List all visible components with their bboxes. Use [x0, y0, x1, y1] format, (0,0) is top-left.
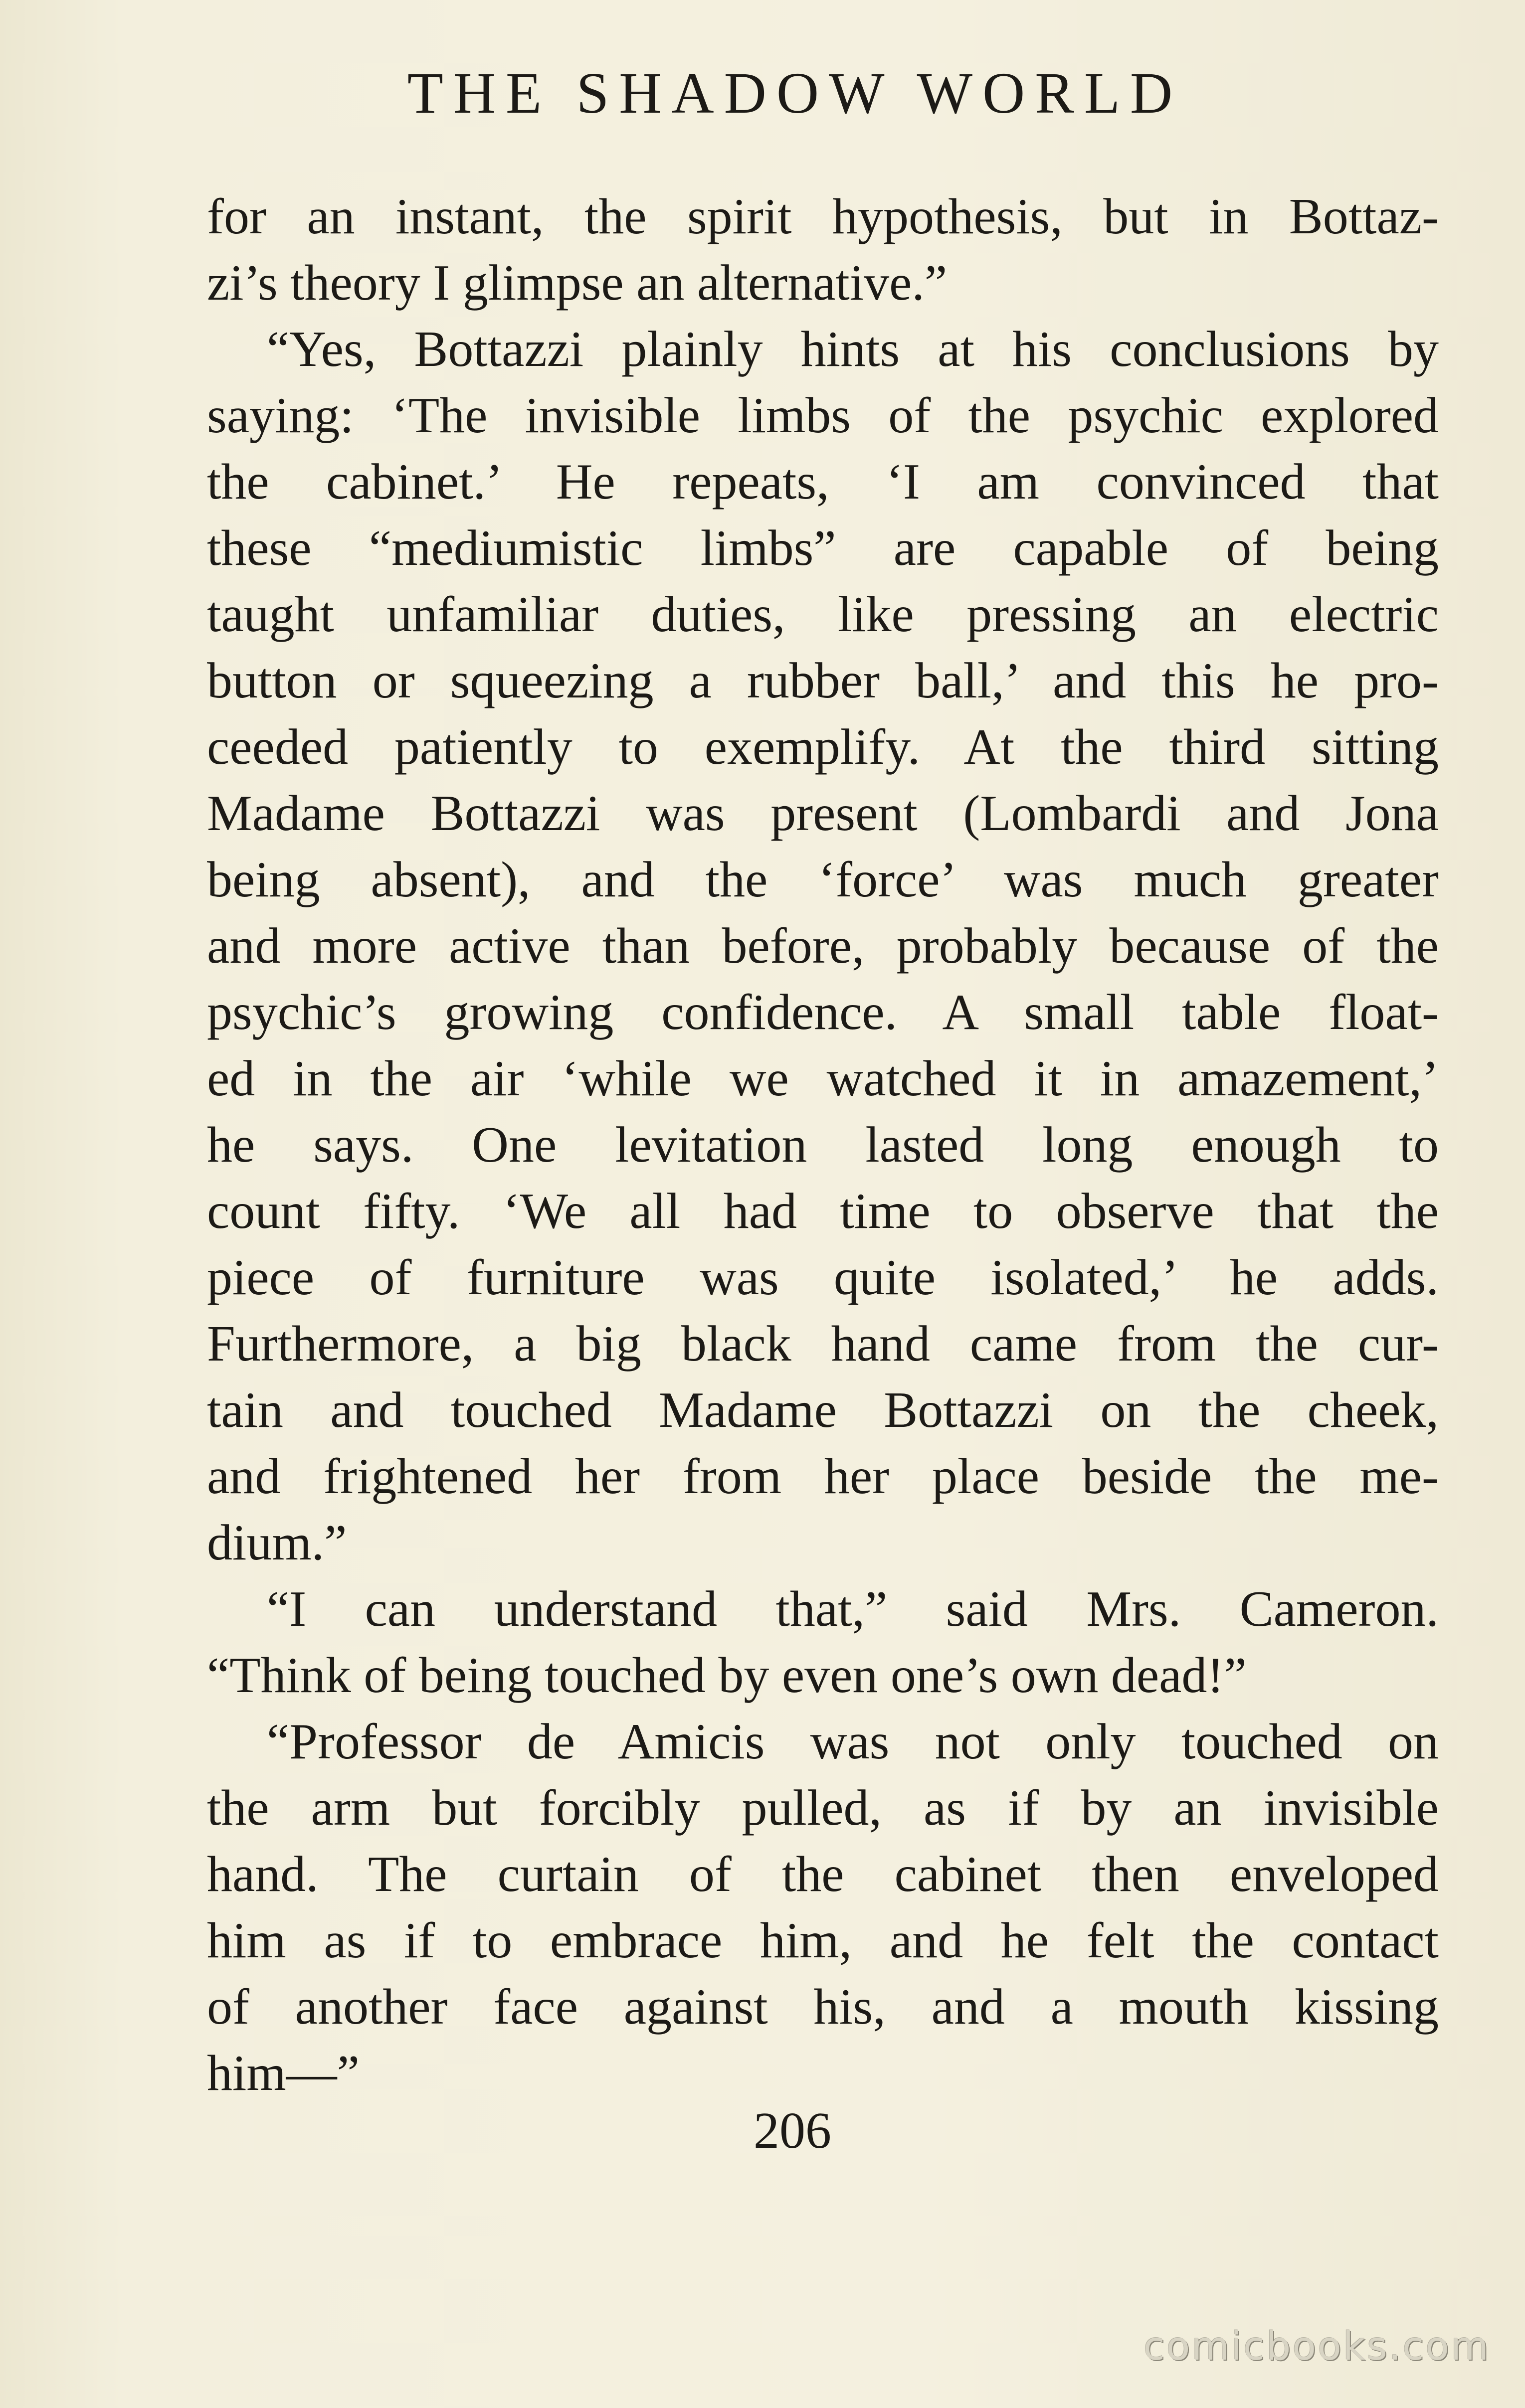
text-line: the cabinet.’ He repeats, ‘I am convinced that — [207, 454, 1439, 510]
text-line: “Think of being touched by even one’s own dead!” — [207, 1647, 1247, 1704]
text-line: him—” — [207, 2045, 360, 2101]
page-number: 206 — [754, 2102, 831, 2159]
text-line: hand. The curtain of the cabinet then enveloped — [207, 1846, 1439, 1902]
text-line: button or squeezing a rubber ball,’ and this he pro- — [207, 653, 1439, 709]
text-line: saying: ‘The invisible limbs of the psychic explored — [207, 387, 1439, 444]
text-line: the arm but forcibly pulled, as if by an invisible — [207, 1780, 1439, 1836]
text-line: taught unfamiliar duties, like pressing an electric — [207, 586, 1439, 643]
text-line: for an instant, the spirit hypothesis, but in Bottaz- — [207, 188, 1439, 245]
text-line: and frightened her from her place beside the me- — [207, 1448, 1439, 1505]
text-line: dium.” — [207, 1515, 347, 1571]
text-line: ed in the air ‘while we watched it in amazement,’ — [207, 1050, 1439, 1107]
text-line: Furthermore, a big black hand came from the cur- — [207, 1316, 1439, 1372]
text-line: tain and touched Madame Bottazzi on the cheek, — [207, 1382, 1439, 1438]
text-line: he says. One levitation lasted long enough to — [207, 1117, 1439, 1173]
text-line: Madame Bottazzi was present (Lombardi and Jona — [207, 785, 1439, 842]
text-line: these “mediumistic limbs” are capable of being — [207, 520, 1439, 576]
text-line: being absent), and the ‘force’ was much greater — [207, 852, 1439, 908]
text-line: piece of furniture was quite isolated,’ he adds. — [207, 1249, 1439, 1306]
text-line: “I can understand that,” said Mrs. Cameron. — [267, 1581, 1439, 1637]
text-line: and more active than before, probably because of the — [207, 918, 1439, 974]
text-line: “Yes, Bottazzi plainly hints at his conclusions by — [267, 321, 1439, 377]
running-head: THE SHADOW WORLD — [407, 60, 1183, 126]
text-line: psychic’s growing confidence. A small table float- — [207, 984, 1439, 1040]
watermark: comicbooks.com — [1143, 2324, 1490, 2369]
text-line: zi’s theory I glimpse an alternative.” — [207, 255, 948, 311]
text-line: of another face against his, and a mouth kissing — [207, 1979, 1439, 2035]
body-text — [207, 183, 1439, 2106]
text-line: ceeded patiently to exemplify. At the third sitting — [207, 719, 1439, 775]
text-line: him as if to embrace him, and he felt the contact — [207, 1912, 1439, 1969]
text-line: “Professor de Amicis was not only touched on — [267, 1714, 1439, 1770]
text-line: count fifty. ‘We all had time to observe that the — [207, 1183, 1439, 1239]
